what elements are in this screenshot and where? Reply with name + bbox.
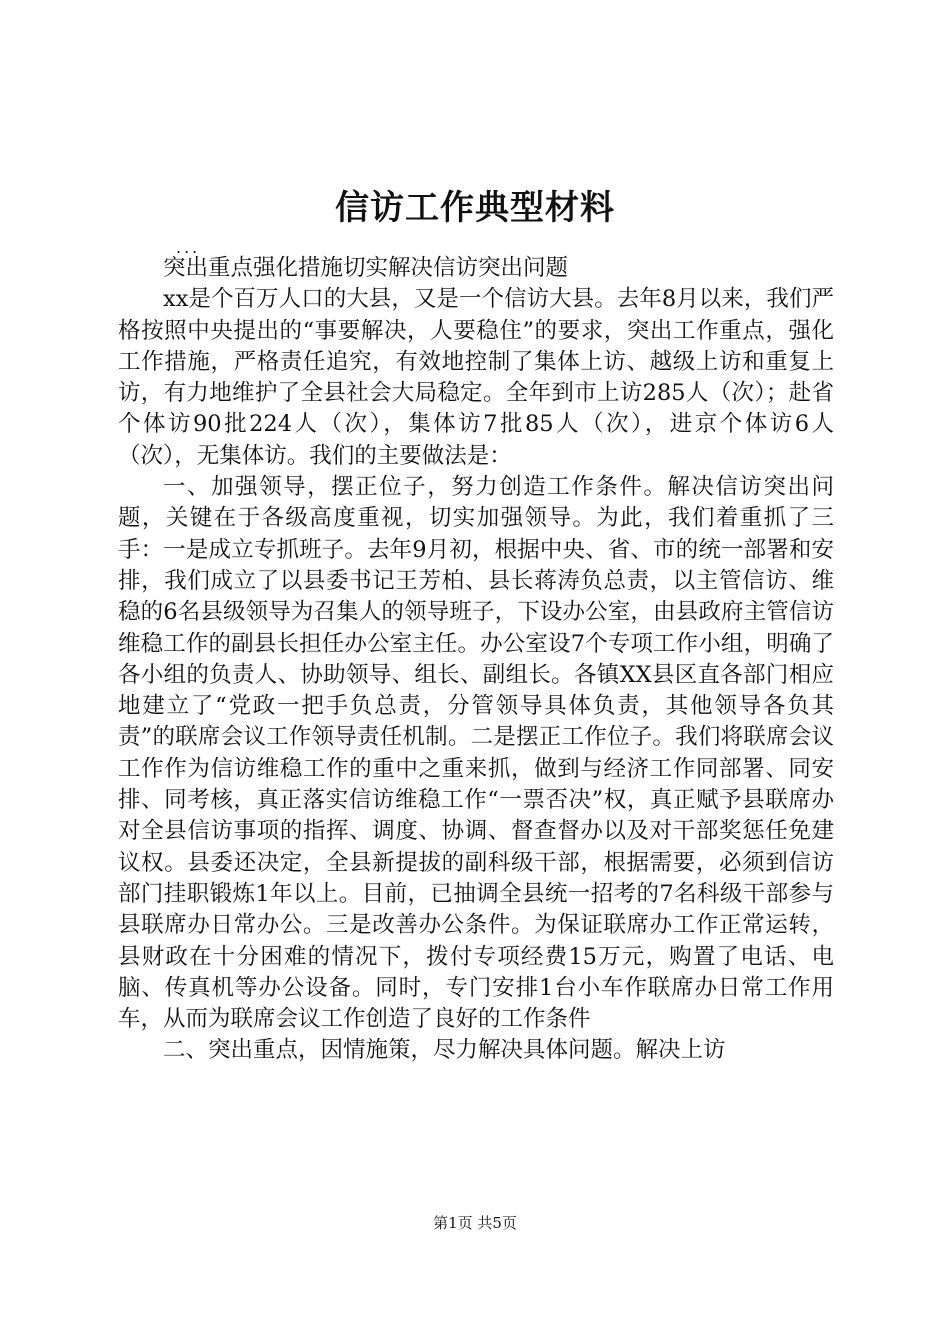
- ellipsis-marker: ...: [176, 238, 201, 257]
- document-body: [118, 253, 834, 1067]
- document-title: 信访工作典型材料: [335, 188, 615, 228]
- paragraph-subtitle: 突出重点强化措施切实解决信访突出问题: [163, 255, 569, 281]
- paragraph-section-two: 二、突出重点，因情施策，尽力解决具体问题。解决上访: [163, 1037, 726, 1064]
- paragraph-intro: xx是个百万人口的大县，又是一个信访大县。去年8月以来，我们严格按照中央提出的“事要解决，人要稳住”的要求，突出工作重点，强化工作措施，严格责任追究，有效地控制了集体上访、越级上访和重复上访，有力地维护了全县社会大局稳定。全年到市上访285人（次）；赴省个体访90批224人（次），集体访7批85人（次），进京个体访6人（次），无集体访。我们的主要做法是：: [118, 286, 834, 469]
- page-number-footer: 第1页 共5页: [433, 1214, 517, 1232]
- paragraph-section-one: 一、加强领导，摆正位子，努力创造工作条件。解决信访突出问题，关键在于各级高度重视，切实加强领导。为此，我们着重抓了三手：一是成立专抓班子。去年9月初，根据中央、省、市的统一部署和安排，我们成立了以县委书记王芳柏、县长蒋涛负总责，以主管信访、维稳的6名县级领导为召集人的领导班子，下设办公室，由县政府主管信访维稳工作的副县长担任办公室主任。办公室设7个专项工作小组，明确了各小组的负责人、协助领导、组长、副组长。各镇XX县区直各部门相应地建立了“党政一把手负总责，分管领导具体负责，其他领导各负其责”的联席会议工作领导责任机制。二是摆正工作位子。我们将联席会议工作作为信访维稳工作的重中之重来抓，做到与经济工作同部署、同安排、同考核，真正落实信访维稳工作“一票否决”权，真正赋予县联席办对全县信访事项的指挥、调度、协调、督查督办以及对干部奖惩任免建议权。县委还决定，全县新提拔的副科级干部，根据需要，必须到信访部门挂职锻炼1年以上。目前，已抽调全县统一招考的7名科级干部参与县联席办日常办公。三是改善办公条件。为保证联席办工作正常运转，县财政在十分困难的情况下，拨付专项经费15万元，购置了电话、电脑、传真机等办公设备。同时，专门安排1台小车作联席办日常工作用车，从而为联席会议工作创造了良好的工作条件: [118, 474, 834, 1033]
